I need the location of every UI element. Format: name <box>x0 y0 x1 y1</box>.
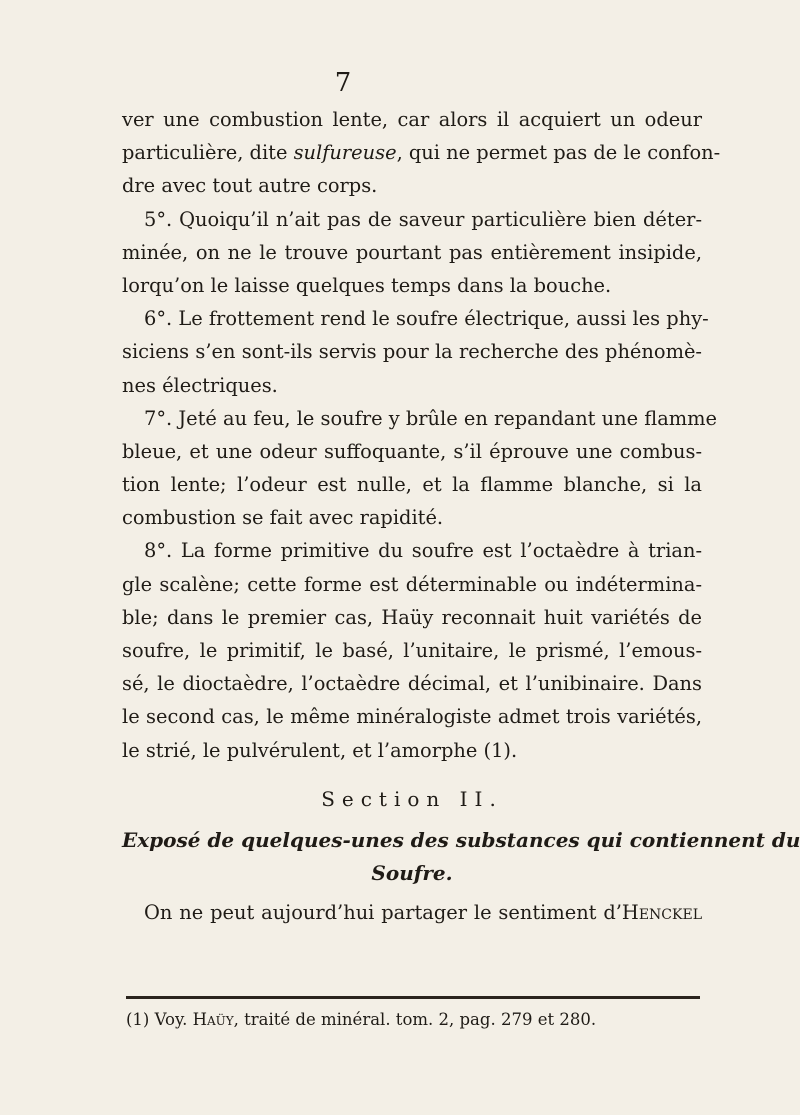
text-line: siciens s’en sont-ils servis pour la recherche des phénomè- <box>122 340 702 364</box>
text-line: dre avec tout autre corps. <box>122 174 378 198</box>
text-line: le strié, le pulvérulent, et l’amorphe (1). <box>122 738 518 762</box>
page-number: 7 <box>334 68 352 98</box>
paragraph-start: 7°. Jeté au feu, le soufre y brûle en repandant une flamme <box>144 406 717 430</box>
text-line: le second cas, le même minéralogiste admet trois variétés, <box>122 705 702 729</box>
footnote-rule <box>126 996 700 999</box>
text-line: combustion se fait avec rapidité. <box>122 506 444 530</box>
section-title-line: Soufre. <box>371 861 453 886</box>
text-line: nes électriques. <box>122 373 278 397</box>
text-line: soufre, le primitif, le basé, l’unitaire, le prismé, l’emous- <box>122 639 702 662</box>
body-text <box>122 103 800 930</box>
text-line: tion lente; l’odeur est nulle, et la flamme blanche, si la <box>122 473 702 497</box>
italic-term: sulfureuse <box>293 141 397 165</box>
text-line: lorqu’on le laisse quelques temps dans la bouche. <box>122 273 612 297</box>
text-line: ver une combustion lente, car alors il acquiert un odeur <box>122 108 702 131</box>
section-title <box>122 824 800 890</box>
text-line: minée, on ne le trouve pourtant pas entièrement insipide, <box>122 240 702 264</box>
section-heading: Section II. <box>321 786 503 811</box>
paragraph-start: 8°. La forme primitive du soufre est l’octaèdre à trian- <box>144 539 702 563</box>
text-line: particulière, dite sulfureuse, qui ne permet pas de le confon- <box>122 141 721 165</box>
text-line: sé, le dioctaèdre, l’octaèdre décimal, et l’unibinaire. Dans <box>122 672 702 696</box>
paragraph-start: On ne peut aujourd’hui partager le sentiment d’Henckel <box>144 901 702 925</box>
paragraph-start: 5°. Quoiqu’il n’ait pas de saveur particulière bien déter- <box>144 207 702 231</box>
author-name: Henckel <box>621 901 702 925</box>
paragraph-start: 6°. Le frottement rend le soufre électrique, aussi les phy- <box>144 307 709 331</box>
text-line: ble; dans le premier cas, Haüy reconnait huit variétés de <box>122 605 702 629</box>
author-name: Haüy <box>192 1010 234 1029</box>
text-line: bleue, et une odeur suffoquante, s’il éprouve une combus- <box>122 439 702 463</box>
text-line: gle scalène; cette forme est déterminable ou indétermina- <box>122 572 702 596</box>
section-title-line: Exposé de quelques-unes des substances qui contiennent du <box>122 827 800 852</box>
footnote: (1) Voy. Haüy, traité de minéral. tom. 2, pag. 279 et 280. <box>126 1010 597 1029</box>
